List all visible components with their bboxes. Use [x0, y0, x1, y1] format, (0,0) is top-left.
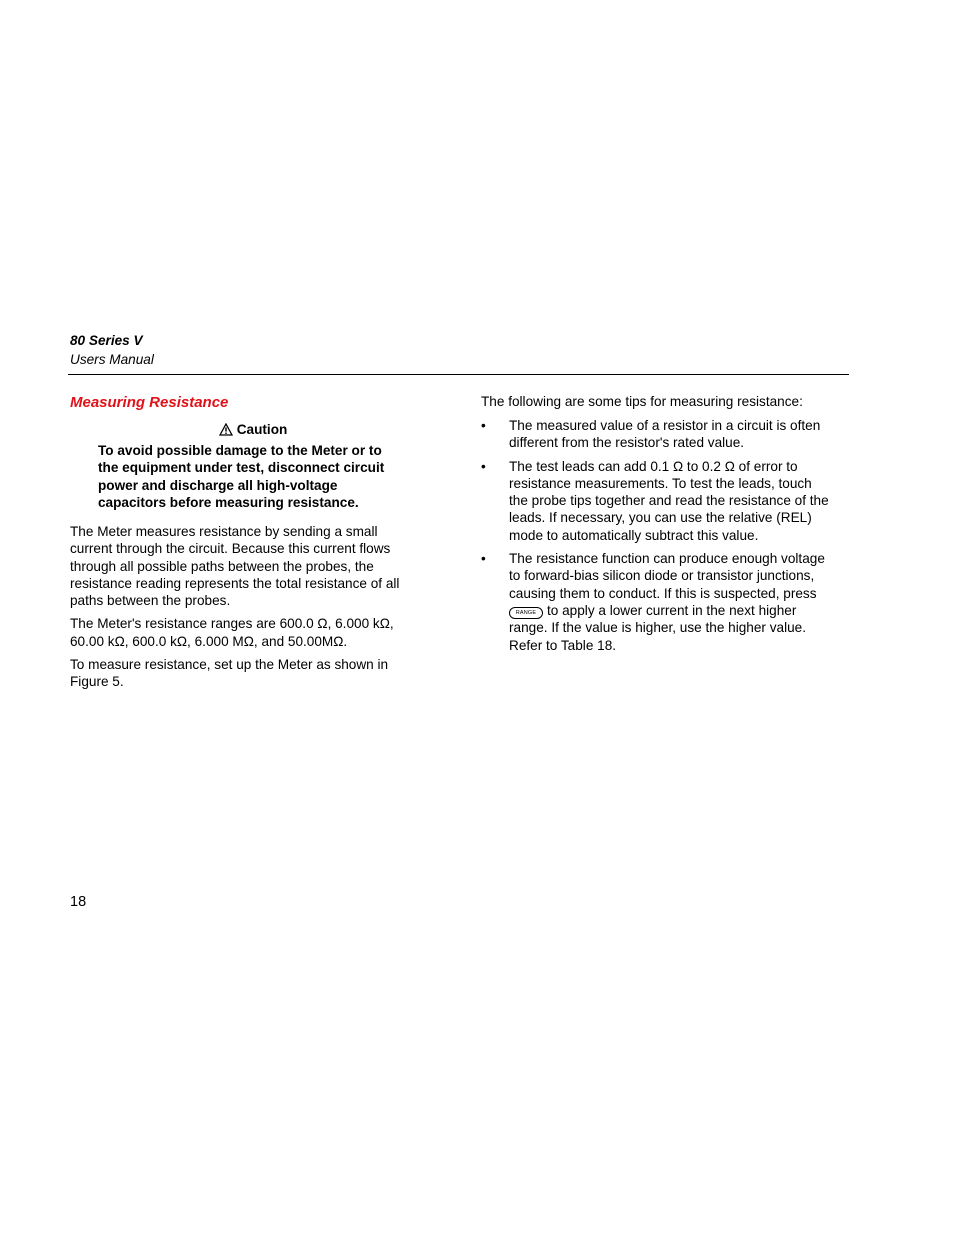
text-line-with-key [509, 602, 851, 619]
header-divider [68, 374, 849, 375]
caution-line: capacitors before measuring resistance. [98, 494, 359, 510]
text-line: The Meter's resistance ranges are 600.0 Ω, 6.000 kΩ, [70, 616, 394, 632]
list-item [481, 417, 851, 452]
range-key-icon: RANGE [509, 607, 543, 619]
text-line: The test leads can add 0.1 Ω to 0.2 Ω of error to [509, 458, 798, 474]
text-line: Figure 5. [70, 674, 124, 690]
text-line: current through the circuit. Because this current flows [70, 541, 391, 557]
caution-label: Caution [236, 422, 288, 437]
caution-heading [70, 421, 436, 438]
bullet: • [481, 418, 486, 433]
text-line: resistance measurements. To test the leads, touch [509, 475, 812, 491]
text-line: range. If the value is higher, use the higher value. [509, 620, 806, 636]
caution-text [98, 442, 408, 511]
tips-intro [481, 393, 851, 410]
text-line: Refer to Table 18. [509, 637, 617, 653]
text-line: the probe tips together and read the resistance of the [509, 493, 829, 509]
text-line: resistance reading represents the total resistance of all [70, 575, 400, 591]
warning-triangle-icon [219, 423, 233, 436]
text-line: To measure resistance, set up the Meter as shown in [70, 657, 389, 673]
left-column-text [70, 517, 420, 697]
text-line: causing them to conduct. If this is suspected, press [509, 585, 817, 601]
text-fragment: to apply a lower current in the next higher [547, 602, 797, 618]
manual-subtitle: Users Manual [70, 352, 154, 367]
bullet: • [481, 551, 486, 567]
text-line: 60.00 kΩ, 600.0 kΩ, 6.000 MΩ, and 50.00MΩ. [70, 633, 348, 649]
text-line: to forward-bias silicon diode or transistor junctions, [509, 568, 815, 584]
manual-title: 80 Series V [70, 333, 143, 348]
text-line: The resistance function can produce enough voltage [509, 551, 825, 567]
text-line: The measured value of a resistor in a circuit is often [509, 418, 821, 433]
text-line: different from the resistor's rated value. [509, 435, 745, 451]
tips-list [481, 417, 851, 660]
list-item [481, 550, 851, 654]
text-line: mode to automatically subtract this value. [509, 527, 759, 543]
section-title: Measuring Resistance [70, 394, 229, 411]
text-line: paths between the probes. [70, 593, 231, 609]
page-number: 18 [70, 894, 87, 910]
caution-line: To avoid possible damage to the Meter or to [98, 443, 382, 458]
text-line: through all possible paths between the probes, the [70, 558, 374, 574]
text-line: The Meter measures resistance by sending a small [70, 524, 378, 539]
text-line: The following are some tips for measuring resistance: [481, 394, 803, 409]
list-item [481, 458, 851, 544]
caution-line: power and discharge all high-voltage [98, 477, 338, 493]
text-line: leads. If necessary, you can use the relative (REL) [509, 510, 812, 526]
bullet: • [481, 458, 486, 474]
caution-line: the equipment under test, disconnect circuit [98, 460, 385, 476]
